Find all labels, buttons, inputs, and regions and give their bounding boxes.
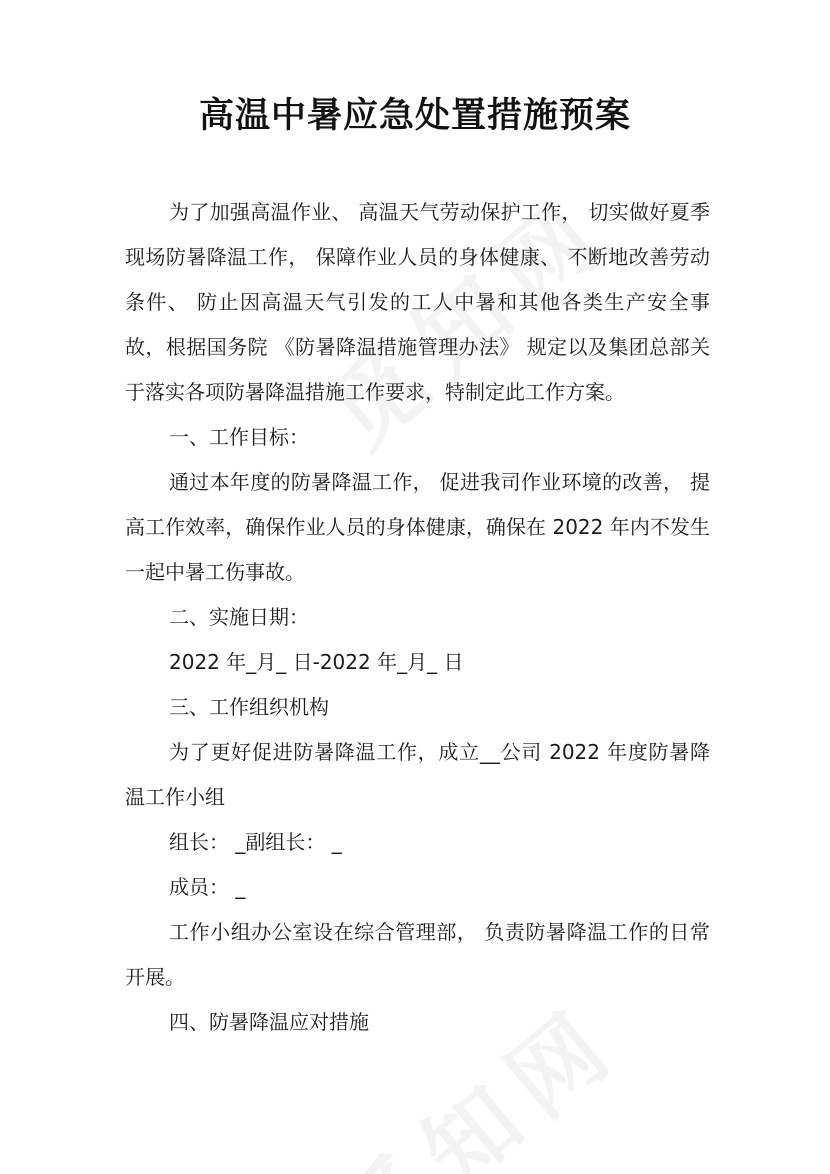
section-3-body: 为了更好促进防暑降温工作，成立__公司 2022 年度防暑降温工作小组 <box>125 740 710 809</box>
leaders-line: 组长： _副组长： _ <box>169 830 342 854</box>
intro-paragraph: 为了加强高温作业、 高温天气劳动保护工作， 切实做好夏季现场防暑降温工作， 保障作业人员的身体健康、 不断地改善劳动条件、 防止因高温天气引发的工人中暑和其他各类生产安全事故，根据国务院 《防暑降温措施管理办法》 规定以及集团总部关于落实各项防暑降温措施工作要求，特制定此工作方案。 <box>125 200 710 404</box>
section-2-body: 2022 年_月_ 日-2022 年_月_ 日 <box>169 650 464 674</box>
section-2-heading: 二、实施日期： <box>169 605 309 629</box>
section-4-heading: 四、防暑降温应对措施 <box>169 1010 369 1034</box>
office-paragraph: 工作小组办公室设在综合管理部， 负责防暑降温工作的日常开展。 <box>125 920 710 989</box>
section-1-body: 通过本年度的防暑降温工作， 促进我司作业环境的改善， 提高工作效率，确保作业人员的身体健康，确保在 2022 年内不发生一起中暑工伤事故。 <box>125 470 710 584</box>
members-line: 成员： _ <box>169 875 246 899</box>
section-1-heading: 一、工作目标： <box>169 425 309 449</box>
section-3-heading: 三、工作组织机构 <box>169 695 329 719</box>
document-title: 高温中暑应急处置措施预案 <box>198 96 631 136</box>
document-body <box>125 190 710 1045</box>
